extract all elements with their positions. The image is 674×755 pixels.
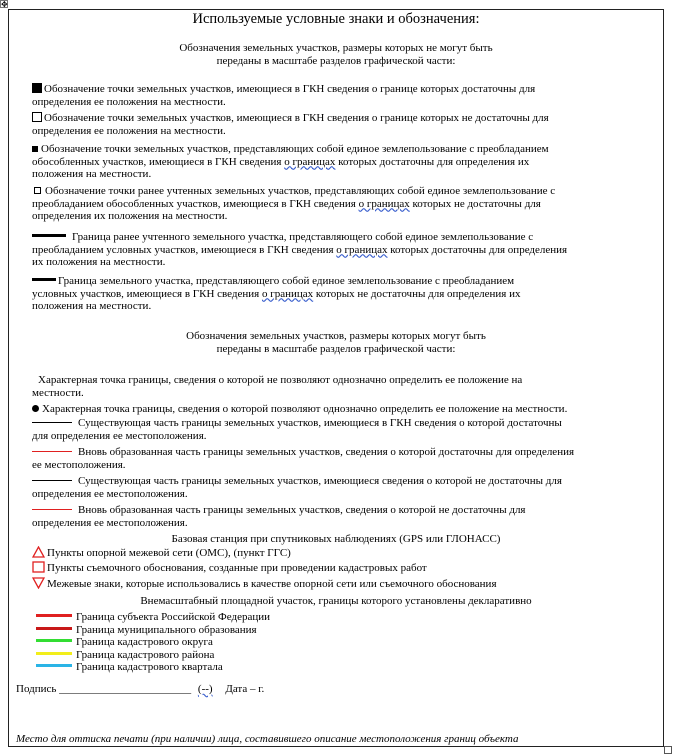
thick-line-icon (32, 234, 66, 237)
thin-red-line-icon (32, 451, 72, 452)
thin-red-line-icon (32, 509, 72, 510)
signature-row (16, 683, 656, 696)
dark-red-line-icon (36, 627, 72, 630)
stamp-note: Место для оттиска печати (при наличии) лица, составившего описание местоположения границ объекта (16, 733, 519, 745)
red-triangle-icon (32, 546, 45, 558)
legend-item-empty-square: Обозначение точки земельных участков, имеющиеся в ГКН сведения о границе которых не достаточны для определения ее положения на местности. (32, 112, 549, 137)
resize-handle[interactable] (664, 746, 672, 754)
section1-header-line1: Обозначения земельных участков, размеры которых не могут быть (179, 42, 493, 54)
legend-item-small-filled-square: Обозначение точки земельных участков, представляющих собой единое землепользование с преобладанием обособленных участков, имеющиеся в ГКН сведения о границах которых достаточны для определения их положения на местности. (32, 143, 549, 180)
empty-square-icon (32, 112, 42, 122)
legend-item-boundary-marks: Межевые знаки, которые использовались в качестве опорной сети или съемочного обоснования (32, 577, 662, 591)
legend-item-existing-sufficient: Существующая часть границы земельных участков, имеющиеся в ГКН сведения о которой достаточны для определения ее местоположения. (32, 417, 562, 442)
legend-cadastral-district: Граница кадастрового округа (36, 636, 636, 649)
legend-item-ambiguous-point: Характерная точка границы, сведения о которой не позволяют однозначно определить ее положение на местности. (32, 374, 523, 399)
signature-blank[interactable]: ________________________ (59, 683, 192, 695)
filled-square-icon (32, 83, 42, 93)
section1-header-line2: переданы в масштабе разделов графической части: (216, 54, 456, 67)
legend-item-oms: Пункты опорной межевой сети (ОМС), (пункт ГГС) (32, 546, 662, 560)
red-line-icon (36, 614, 72, 617)
legend-item-new-sufficient: Вновь образованная часть границы земельных участков, сведения о которой достаточны для определения ее местоположения. (32, 446, 575, 471)
legend-item-unambiguous-point: Характерная точка границы, сведения о которой позволяют однозначно определить ее положение на местности. (32, 403, 662, 416)
red-square-icon (32, 561, 45, 573)
section2-header-line2: переданы в масштабе разделов графической части: (216, 342, 456, 355)
small-empty-square-icon (34, 187, 41, 194)
base-station-label: Базовая станция при спутниковых наблюдениях (GPS или ГЛОНАСС) (171, 533, 501, 545)
declarative-label: Внемасштабный площадной участок, границы которого установлены декларативно (140, 595, 532, 607)
yellow-line-icon (36, 652, 72, 655)
filled-circle-icon (32, 405, 39, 412)
legend-item-existing-insufficient: Существующая часть границы земельных участков, имеющиеся сведения о которой не достаточны для определения ее местоположения. (32, 475, 562, 500)
thin-black-line-icon (32, 480, 72, 481)
section2-header-line1: Обозначения земельных участков, размеры которых могут быть (186, 330, 486, 342)
date-label: Дата – г. (225, 683, 265, 695)
legend-cadastral-block: Граница кадастрового квартала (36, 661, 636, 674)
table-move-handle[interactable]: ✥ (1, 0, 8, 9)
legend-item-thick-line-short: Граница земельного участка, представляющего собой единое землепользование с преобладанием условных участков, имеющиеся в ГКН сведения о границах которых не достаточны для определения их положения на местности. (32, 275, 521, 312)
cyan-line-icon (36, 664, 72, 667)
legend-item-small-empty-square: Обозначение точки ранее учтенных земельных участков, представляющих собой единое землепользование с преобладанием обособленных участков, имеющиеся в ГКН сведения о границах которых не достаточны для определения их положения на местности. (32, 185, 556, 222)
legend-item-survey: Пункты съемочного обоснования, созданные при проведении кадастровых работ (32, 561, 662, 575)
section1-header (8, 42, 664, 67)
legend-municipal: Граница муниципального образования (36, 624, 636, 637)
red-inverted-triangle-icon (32, 577, 45, 589)
legend-item-new-insufficient: Вновь образованная часть границы земельных участков, сведения о которой не достаточны для определения ее местоположения. (32, 504, 526, 529)
legend-item-filled-square: Обозначение точки земельных участков, имеющиеся в ГКН сведения о границе которых достаточны для определения ее положения на местности. (32, 83, 536, 108)
green-line-icon (36, 639, 72, 642)
section2-header (8, 330, 664, 355)
legend-item-thick-line: Граница ранее учтенного земельного участка, представляющего собой единое землепользование с преобладанием условных участков, имеющиеся в ГКН сведения о границах которых достаточны для определения их положения на местности. (32, 231, 568, 268)
thick-line-short-icon (32, 278, 56, 281)
legend-list-boundaries (36, 611, 636, 674)
thin-black-line-icon (32, 422, 72, 423)
signature-paren: (--) (197, 683, 213, 695)
small-filled-square-icon (32, 146, 38, 152)
legend-subject: Граница субъекта Российской Федерации (36, 611, 636, 624)
legend-cadastral-region: Граница кадастрового района (36, 649, 636, 662)
signature-label: Подпись (16, 683, 57, 695)
page-title: Используемые условные знаки и обозначения: (192, 11, 480, 27)
